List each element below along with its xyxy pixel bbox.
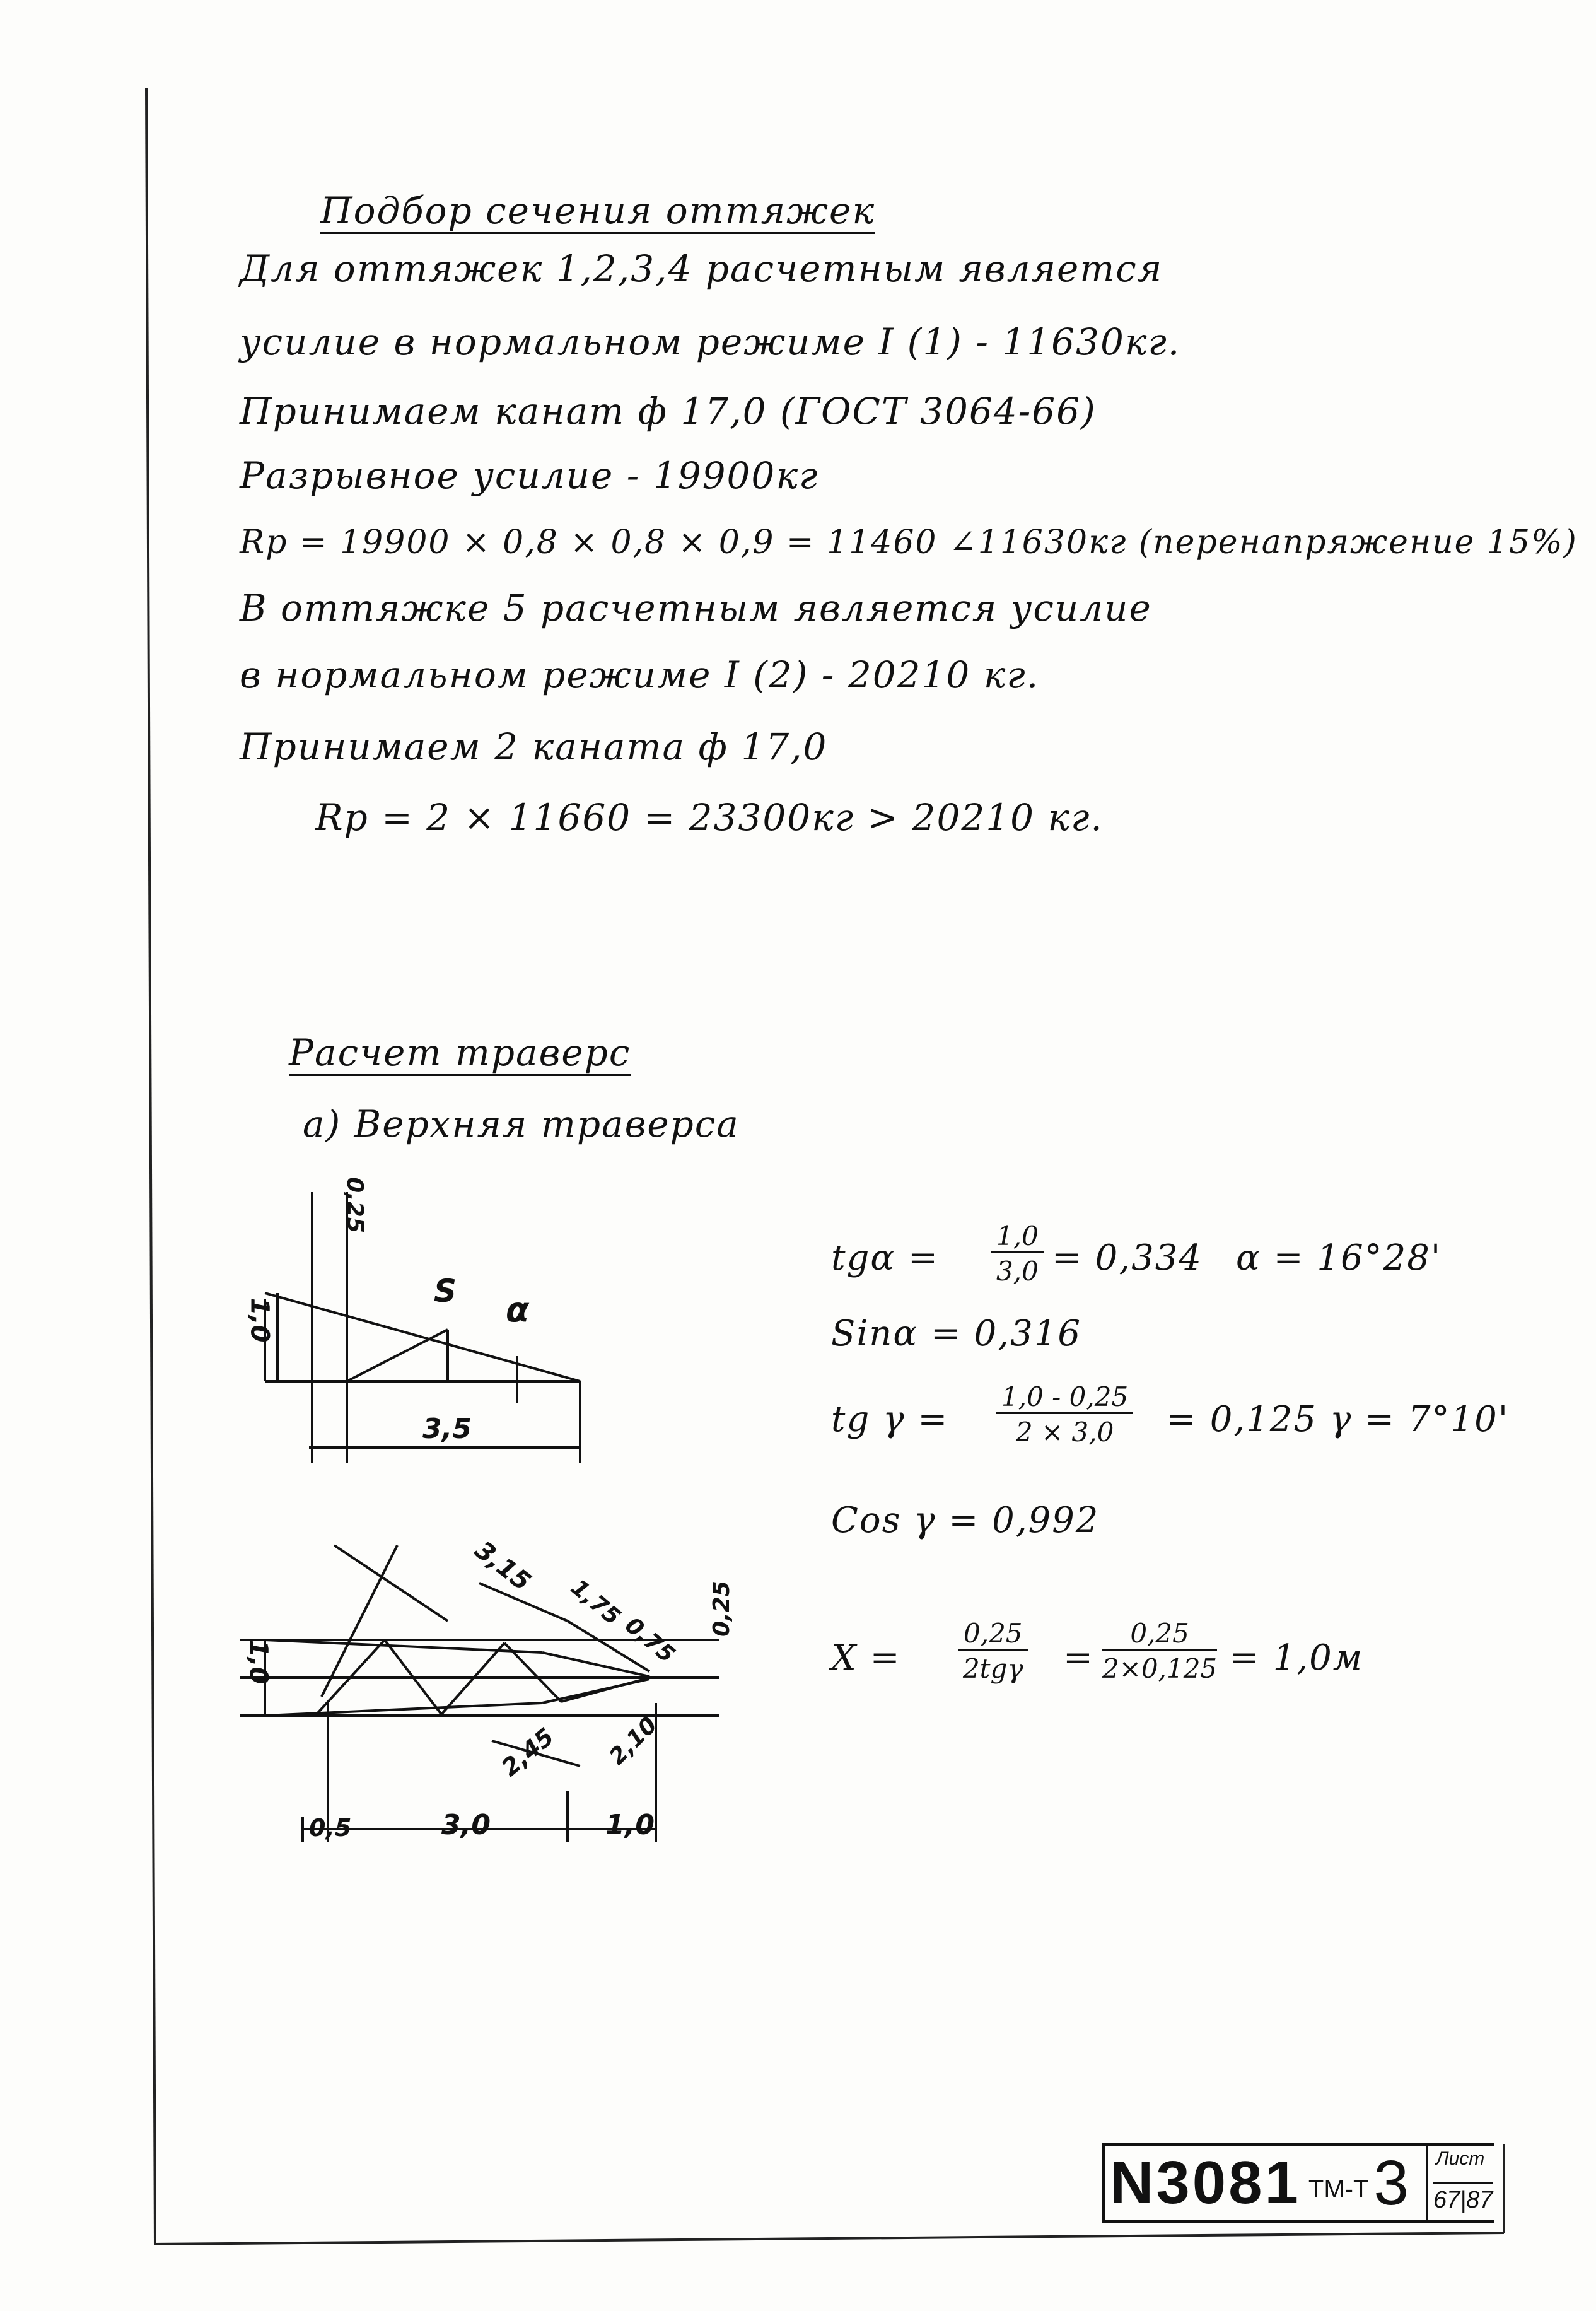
- plan-dim-245: 2,45: [496, 1723, 559, 1782]
- calc-tg-alpha-den: 3,0: [996, 1256, 1039, 1287]
- text-line-9: Rp = 2 × 11660 = 23300кг > 20210 кг.: [315, 796, 1104, 839]
- upper-label-s: S: [434, 1273, 457, 1309]
- plan-dim-025: 0,25: [708, 1581, 735, 1637]
- text-line-4: Разрывное усилие - 19900кг: [240, 454, 819, 497]
- calc-tg-gamma-rhs: = 0,125 γ = 7°10': [1167, 1399, 1510, 1440]
- drawing-part: 3: [1373, 2147, 1409, 2218]
- drawing-number: N3081: [1110, 2149, 1301, 2216]
- calc-x-fraction-1: [958, 1618, 1028, 1684]
- plan-dim-075: 0,75: [620, 1612, 680, 1668]
- text-line-7: в нормальном режиме I (2) - 20210 кг.: [240, 653, 1040, 696]
- title-block-stamp: [1102, 2143, 1494, 2223]
- text-line-5: Rp = 19900 × 0,8 × 0,8 × 0,9 = 11460 ∠11630кг (перенапряжение 15%): [240, 524, 1578, 561]
- sheet-value: 67|87: [1433, 2182, 1493, 2214]
- calc-x-num-1: 0,25: [958, 1618, 1028, 1651]
- calc-cos-gamma: Cos γ = 0,992: [831, 1500, 1100, 1541]
- calc-tg-alpha-num: 1,0: [991, 1220, 1044, 1253]
- plan-dim-10b: 1,0: [605, 1809, 655, 1841]
- plan-dim-210: 2,10: [604, 1712, 663, 1770]
- upper-dim-35: 3,5: [422, 1413, 472, 1445]
- calc-tg-alpha-lhs: tgα =: [831, 1237, 939, 1278]
- drawing-series: ТМ-Т: [1308, 2175, 1369, 2203]
- upper-dim-025: 0,25: [341, 1177, 368, 1233]
- text-line-2: усилие в нормальном режиме I (1) - 11630кг.: [240, 320, 1181, 363]
- sheet-label: Лист: [1436, 2148, 1485, 2169]
- calc-x-den-1: 2tgγ: [962, 1653, 1023, 1684]
- calc-x-rhs: = 1,0м: [1230, 1637, 1364, 1678]
- calc-tg-gamma-fraction: [996, 1381, 1133, 1448]
- calc-tg-alpha-rhs: = 0,334: [1052, 1237, 1203, 1278]
- calc-x-num-2: 0,25: [1102, 1618, 1217, 1651]
- sheet-box: [1426, 2146, 1496, 2220]
- plan-dim-315: 3,15: [469, 1535, 537, 1597]
- text-line-1: Для оттяжек 1,2,3,4 расчетным является: [240, 247, 1163, 290]
- plan-dim-30: 3,0: [441, 1809, 491, 1841]
- text-line-8: Принимаем 2 каната ф 17,0: [240, 725, 828, 768]
- calc-tg-gamma-lhs: tg γ =: [831, 1399, 949, 1440]
- text-line-6: В оттяжке 5 расчетным является усилие: [240, 587, 1152, 629]
- calc-x-fraction-2: [1102, 1618, 1217, 1684]
- subsection-title-upper-traverse: а) Верхняя траверса: [303, 1103, 740, 1145]
- plan-dim-10: 1,0: [243, 1639, 273, 1685]
- calc-sin-alpha: Sinα = 0,316: [831, 1313, 1081, 1354]
- plan-dim-05: 0,5: [309, 1814, 352, 1842]
- calc-x-equals: =: [1063, 1637, 1094, 1678]
- calc-tg-gamma-num: 1,0 - 0,25: [996, 1381, 1133, 1414]
- calc-alpha-value: α = 16°28': [1236, 1237, 1442, 1278]
- calc-x-lhs: X =: [831, 1637, 901, 1678]
- upper-dim-10: 1,0: [245, 1297, 274, 1343]
- plan-dim-175: 1,75: [566, 1574, 626, 1630]
- upper-label-alpha: α: [506, 1290, 530, 1330]
- section-title-traverses: Расчет траверс: [289, 1031, 631, 1074]
- text-line-3: Принимаем канат ф 17,0 (ГОСТ 3064-66): [240, 390, 1097, 433]
- calc-tg-alpha-fraction: [991, 1220, 1044, 1287]
- section-title-guys: Подбор сечения оттяжек: [320, 189, 875, 232]
- calc-x-den-2: 2×0,125: [1102, 1653, 1218, 1684]
- calc-tg-gamma-den: 2 × 3,0: [1015, 1417, 1114, 1448]
